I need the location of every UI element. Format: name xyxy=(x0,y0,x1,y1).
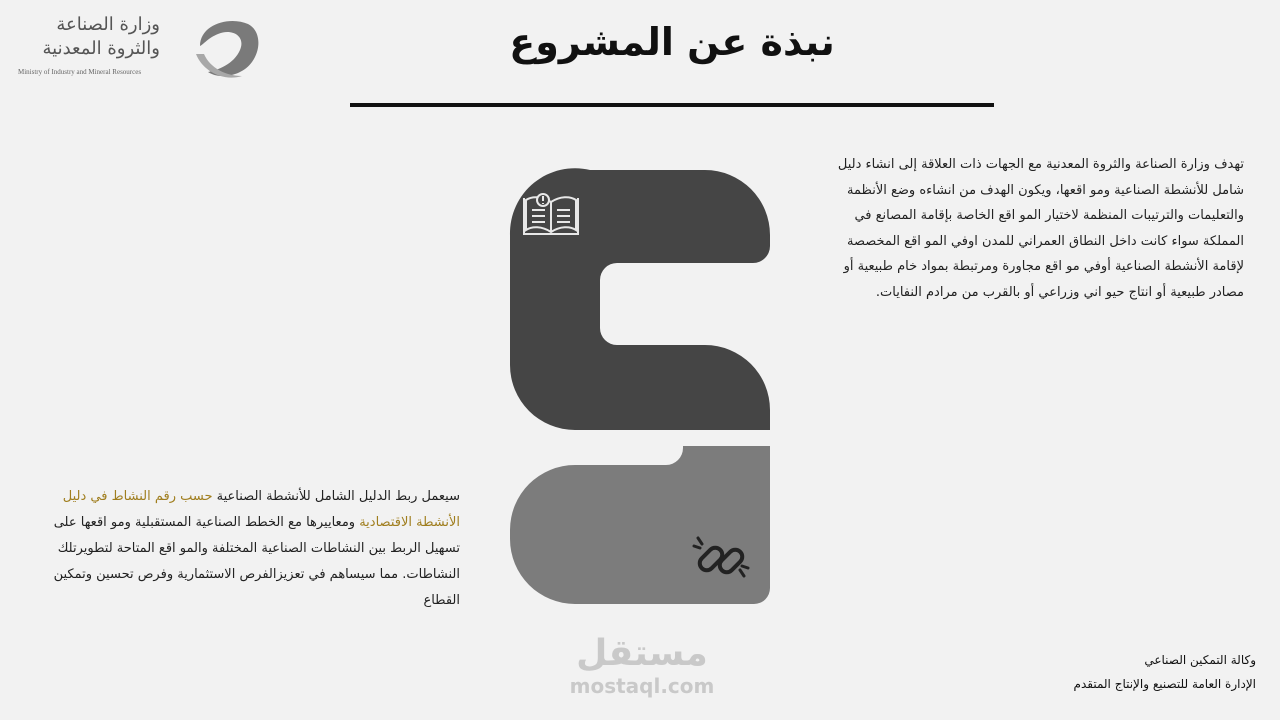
chain-link-icon xyxy=(690,532,752,588)
watermark-arabic: مستقل xyxy=(576,633,708,674)
description-text: سيعمل ربط الدليل الشامل للأنشطة الصناعية xyxy=(212,489,460,504)
footer xyxy=(1074,648,1256,696)
watermark xyxy=(560,634,724,698)
logo-name-ar-line2: والثروة المعدنية xyxy=(42,38,160,59)
ministry-logo xyxy=(14,10,254,82)
logo-name-en: Ministry of Industry and Mineral Resources xyxy=(18,68,142,76)
footer-department: الإدارة العامة للتصنيع والإنتاج المتقدم xyxy=(1073,677,1256,691)
page-title: نبذة عن المشروع xyxy=(509,20,835,64)
ministry-logo-mark-icon xyxy=(190,14,264,84)
book-icon xyxy=(520,188,582,240)
project-description-bottom xyxy=(40,484,460,614)
description-highlight: حسب رقم النشاط في دليل الأنشطة الاقتصادية xyxy=(62,489,460,530)
footer-agency: وكالة التمكين الصناعي xyxy=(1144,653,1256,667)
logo-name-ar-line1: وزارة الصناعة xyxy=(56,14,160,35)
project-description-top: تهدف وزارة الصناعة والثروة المعدنية مع الجهات ذات العلاقة إلى انشاء دليل شامل للأنشطة الصناعية ومو اقعها، ويكون الهدف من انشاءه وضع الأنظمة والتعليمات والترتيبات المنظمة لاختيار المو اقع الخاصة بإقامة المصانع في المملكة سواء كانت داخل النطاق العمراني للمدن اوفي المو اقع المخصصة لإقامة الأنشطة الصناعية أوفي مو اقع مجاورة ومرتبطة بمواد خام طبيعية أو مصادر طبيعية أو انتاج حيو اني وزراعي أو بالقرب من مرادم النفايات. xyxy=(837,157,1244,300)
title-underline xyxy=(350,103,994,107)
description-text-cont: ومعاييرها مع الخطط الصناعية المستقبلية ومو اقعها على تسهيل الربط بين النشاطات الصناعية المختلفة والمو اقع المتاحة لتطويرتلك النشاطات. مما سيساهم في تعزيزالفرص الاستثمارية وفرص تحسين وتمكين القطاع xyxy=(53,515,460,608)
watermark-latin: mostaql.com xyxy=(569,674,715,698)
